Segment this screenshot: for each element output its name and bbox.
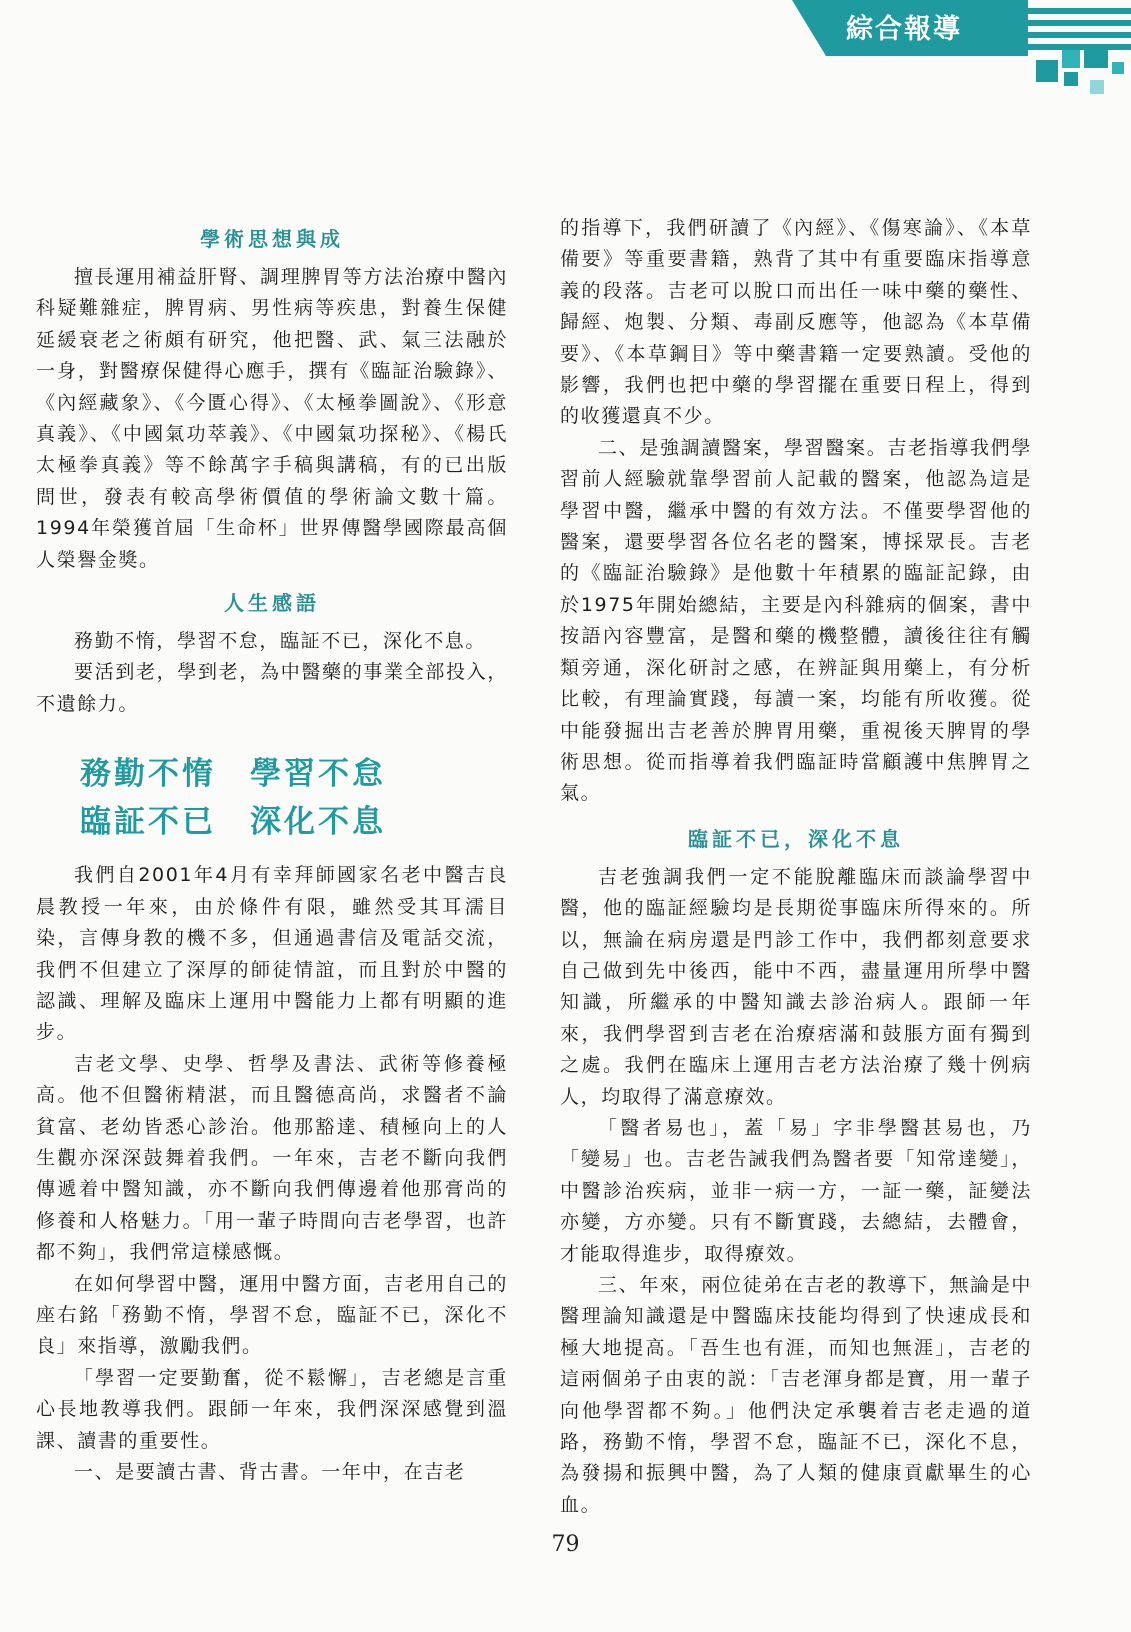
- paragraph: 「醫者易也」，蓋「易」字非學醫甚易也，乃「變易」也。吉老告誡我們為醫者要「知常達變」，中醫診治疾病，並非一病一方，一証一藥，証變法亦變，方亦變。只有不斷實踐，去總結，去體會，才能取得進步，取得療效。: [560, 1116, 1032, 1265]
- header-stripe: [1028, 32, 1131, 38]
- paragraph: 務勤不惰，學習不怠，臨証不已，深化不息。: [74, 630, 487, 653]
- section-heading-line: 臨証不已 深化不息: [80, 804, 386, 841]
- subheading-academic: 學術思想與成: [200, 227, 344, 251]
- paragraph: 吉老文學、史學、哲學及書法、武術等修養極高。他不但醫術精湛，而且醫德高尚，求醫者不論貧富、老幼皆悉心診治。他那豁達、積極向上的人生觀亦深深鼓舞着我們。一年來，吉老不斷向我們傳遞着中醫知識，亦不斷向我們傳邊着他那膏尚的修養和人格魅力。「用一輩子時間向吉老學習，也許都不夠」，我們常這樣感慨。: [36, 1052, 508, 1264]
- page-number: 79: [551, 1532, 580, 1557]
- decor-square: [1062, 50, 1080, 68]
- paragraph: 的指導下，我們研讀了《內經》、《傷寒論》、《本草備要》等重要書籍，熟背了其中有重要臨床指導意義的段落。吉老可以脫口而出任一味中藥的藥性、歸經、炮製、分類、毒副反應等，他認為《本草備要》、《本草鋼目》等中藥書籍一定要熟讀。受他的影響，我們也把中藥的學習擺在重要日程上，得到的收獲還真不少。: [560, 217, 1032, 428]
- paragraph: 三、年來，兩位徒弟在吉老的教導下，無論是中醫理論知識還是中醫臨床技能均得到了快速成長和極大地提高。「吾生也有涯，而知也無涯」，吉老的這兩個弟子由衷的説：「吉老渾身都是寶，用一輩子向他學習都不夠。」他們決定承襲着吉老走過的道路，務勤不惰，學習不怠，臨証不已，深化不息，為發揚和振興中醫，為了人類的健康貢獻畢生的心血。: [560, 1274, 1032, 1516]
- section-title: 綜合報導: [846, 14, 962, 45]
- left-column: [36, 218, 508, 1488]
- decor-square: [1090, 80, 1104, 94]
- subheading-clinical: 臨証不已，深化不息: [688, 826, 904, 851]
- paragraph: 吉老強調我們一定不能脫離臨床而談論學習中醫，他的臨証經驗均是長期從事臨床所得來的。所以，無論在病房還是門診工作中，我們都刻意要求自己做到先中後西，能中不西，盡量運用所學中醫知識，所繼承的中醫知識去診治病人。跟師一年來，我們學習到吉老在治療痞滿和鼓脹方面有獨到之處。我們在臨床上運用吉老方法治療了幾十例病人，均取得了滿意療效。: [560, 865, 1032, 1108]
- section-heading-line: 務勤不惰 學習不怠: [80, 756, 386, 793]
- right-column: [560, 213, 1032, 1521]
- paragraph: 二、是強調讀醫案，學習醫案。吉老指導我們學習前人經驗就靠學習前人記載的醫案，他認為這是學習中醫，繼承中醫的有效方法。不僅要學習他的醫案，還要學習各位名老的醫案，博採眾長。吉老的《臨証治驗錄》是他數十年積累的臨証記錄，由於1975年開始總結，主要是內科雜病的個案，書中按語內容豐富，是醫和藥的機整體，讀後往往有觸類旁通，深化研討之感，在辨証與用藥上，有分析比較，有理論實踐，每讀一案，均能有所收獲。從中能發掘出吉老善於脾胃用藥，重視後天脾胃的學術思想。從而指導着我們臨証時當顧護中焦脾胃之氣。: [560, 436, 1032, 805]
- paragraph: 「學習一定要勤奮，從不鬆懈」，吉老總是言重心長地教導我們。跟師一年來，我們深深感覺到溫課、讀書的重要性。: [36, 1366, 508, 1452]
- section-heading: [36, 750, 508, 846]
- paragraph: 在如何學習中醫，運用中醫方面，吉老用自己的座右銘「務勤不惰，學習不怠，臨証不已，深化不良」來指導，激勵我們。: [36, 1272, 508, 1358]
- subheading-life-motto: 人生感語: [224, 591, 320, 616]
- paragraph: 擅長運用補益肝腎、調理脾胃等方法治療中醫內科疑難雜症，脾胃病、男性病等疾患，對養生保健延緩衰老之術頗有研究，他把醫、武、氣三法融於一身，對醫療保健得心應手，撰有《臨証治驗錄》、《內經藏象》、《今匱心得》、《太極拳圖說》、《形意真義》、《中國氣功萃義》、《中國氣功探秘》、《楊氏太極拳真義》等不餘萬字手稿與講稿，有的已出版問世，發表有較高學術價值的學術論文數十篇。1994年榮獲首屆「生命杯」世界傳醫學國際最高個人榮譽金獎。: [36, 266, 508, 571]
- header-stripe: [1028, 8, 1131, 14]
- paragraph: 要活到老，學到老，為中醫藥的事業全部投入，不遺餘力。: [36, 661, 508, 715]
- decor-square: [1084, 44, 1108, 68]
- decor-square: [1064, 72, 1078, 86]
- decor-square: [1112, 62, 1124, 74]
- paragraph: 一、是要讀古書、背古書。一年中，在吉老: [74, 1461, 466, 1483]
- decor-square: [1036, 60, 1058, 82]
- paragraph: 我們自2001年4月有幸拜師國家名老中醫吉良晨教授一年來，由於條件有限，雖然受其耳濡目染，言傳身教的機不多，但通過書信及電話交流，我們不但建立了深厚的師徒情誼，而且對於中醫的認識、理解及臨床上運用中醫能力上都有明顯的進步。: [36, 864, 508, 1044]
- header-stripe: [1028, 20, 1131, 26]
